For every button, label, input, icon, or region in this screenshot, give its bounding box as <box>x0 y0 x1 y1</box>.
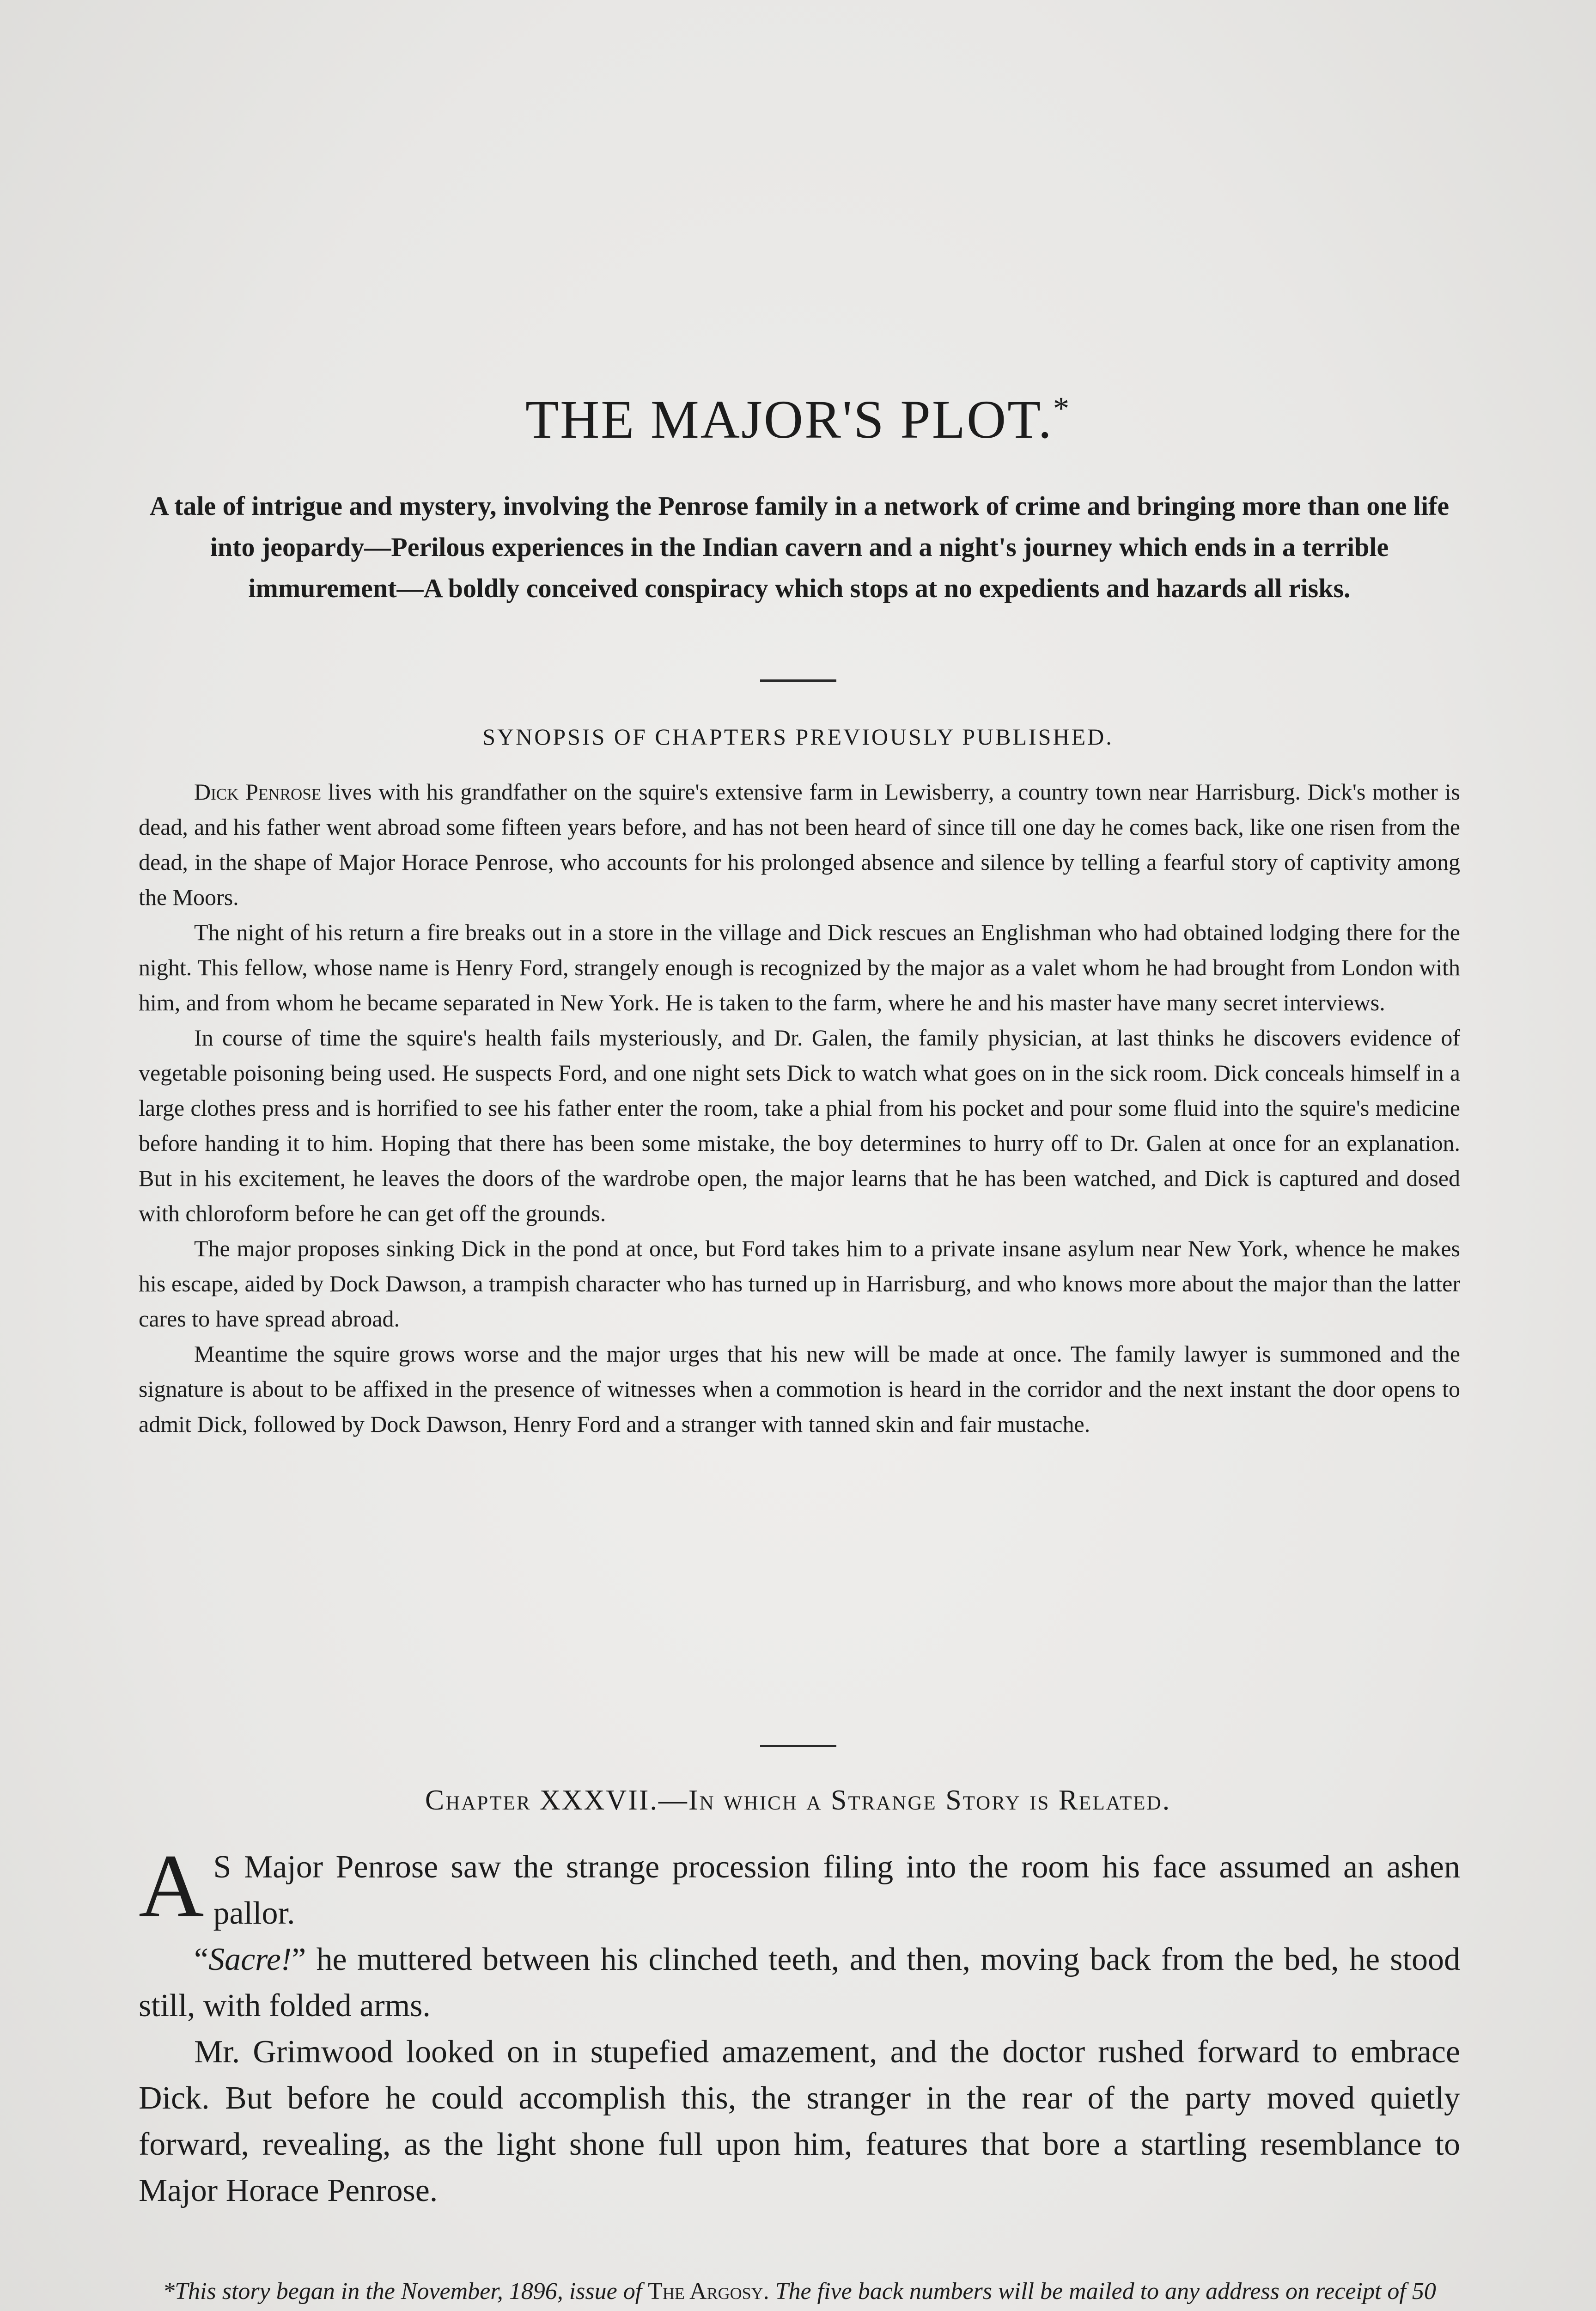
synopsis-paragraph: Meantime the squire grows worse and the major urges that his new will be made at once. The family lawyer is summoned and the signature is about to be affixed in the presence of witnesses when a commotion is heard in the corridor and the next instant the door opens to admit Dick, followed by Dock Dawson, Henry Ford and a stranger with tanned skin and fair mustache. <box>139 1341 1460 1437</box>
synopsis-paragraph: The major proposes sinking Dick in the pond at once, but Ford takes him to a private insane asylum near New York, whence he makes his escape, aided by Dock Dawson, a trampish character who has turned up in Harrisburg, and who knows more about the major than the latter cares to have spread abroad. <box>139 1235 1460 1332</box>
footnote: *This story began in the November, 1896, issue of The Argosy. The five back numbers will be mailed to any address on receipt of 50 <box>163 2278 1436 2305</box>
story-paragraph: Mr. Grimwood looked on in stupefied amazement, and the doctor rushed forward to embrace Dick. But before he could accomplish this, the stranger in the rear of the party moved quietly forward, revealing, as the light shone full upon him, features that bore a startling resemblance to Major Horace Penrose. <box>139 2034 1460 2208</box>
title-footnote-mark: * <box>1053 391 1071 427</box>
divider-rule <box>760 679 836 682</box>
synopsis-paragraph: In course of time the squire's health fails mysteriously, and Dr. Galen, the family physician, at last thinks he discovers evidence of vegetable poisoning being used. He suspects Ford, and one night sets Dick to watch what goes on in the sick room. Dick conceals himself in a large clothes press and is horrified to see his father enter the room, take a phial from his pocket and pour some fluid into the squire's medicine before handing it to him. Hoping that there has been some mistake, the boy determines to hurry off to Dr. Galen at once for an explanation. But in his excitement, he leaves the doors of the wardrobe open, the major learns that he has been watched, and Dick is captured and dosed with chloroform before he can get off the grounds. <box>139 1025 1460 1226</box>
divider-rule <box>760 1745 836 1747</box>
chapter-heading: Chapter XXXVII.—In which a Strange Story is Related. <box>425 1785 1171 1816</box>
synopsis-heading: SYNOPSIS OF CHAPTERS PREVIOUSLY PUBLISHED. <box>482 724 1114 750</box>
story-paragraph: A S Major Penrose saw the strange procession filing into the room his face assumed an ashen pallor. <box>139 1836 1460 1936</box>
synopsis-paragraph: The night of his return a fire breaks out in a store in the village and Dick rescues an Englishman who had obtained lodging there for the night. This fellow, whose name is Henry Ford, strangely enough is recognized by the major as a valet whom he had brought from London with him, and from whom he became separated in New York. He is taken to the farm, where he and his master have many secret interviews. <box>139 919 1460 1015</box>
article-subtitle: A tale of intrigue and mystery, involving the Penrose family in a network of crime and bringing more than one life into jeopardy—Perilous experiences in the Indian cavern and a night's journey which ends in a terrible immurement—A boldly conceived conspiracy which stops at no expedients and hazards all risks. <box>149 491 1450 603</box>
chapter-text <box>139 1836 1460 2214</box>
synopsis-text <box>139 774 1460 1442</box>
lead-name: Dick Penrose <box>194 779 322 805</box>
exclamation: Sacre! <box>208 1942 292 1977</box>
article-title: THE MAJOR'S PLOT.* <box>525 389 1071 450</box>
synopsis-paragraph: Dick Penrose lives with his grandfather on the squire's extensive farm in Lewisberry, a country town near Harrisburg. Dick's mother is dead, and his father went abroad some fifteen years before, and has not been heard of since till one day he comes back, like one risen from the dead, in the shape of Major Horace Penrose, who accounts for his prolonged absence and silence by telling a fearful story of captivity among the Moors. <box>139 779 1461 910</box>
story-paragraph: “Sacre!” he muttered between his clinched teeth, and then, moving back from the bed, he stood still, with folded arms. <box>139 1942 1460 2024</box>
magazine-name: The Argosy. <box>648 2278 769 2305</box>
drop-cap: A <box>139 1836 204 1936</box>
